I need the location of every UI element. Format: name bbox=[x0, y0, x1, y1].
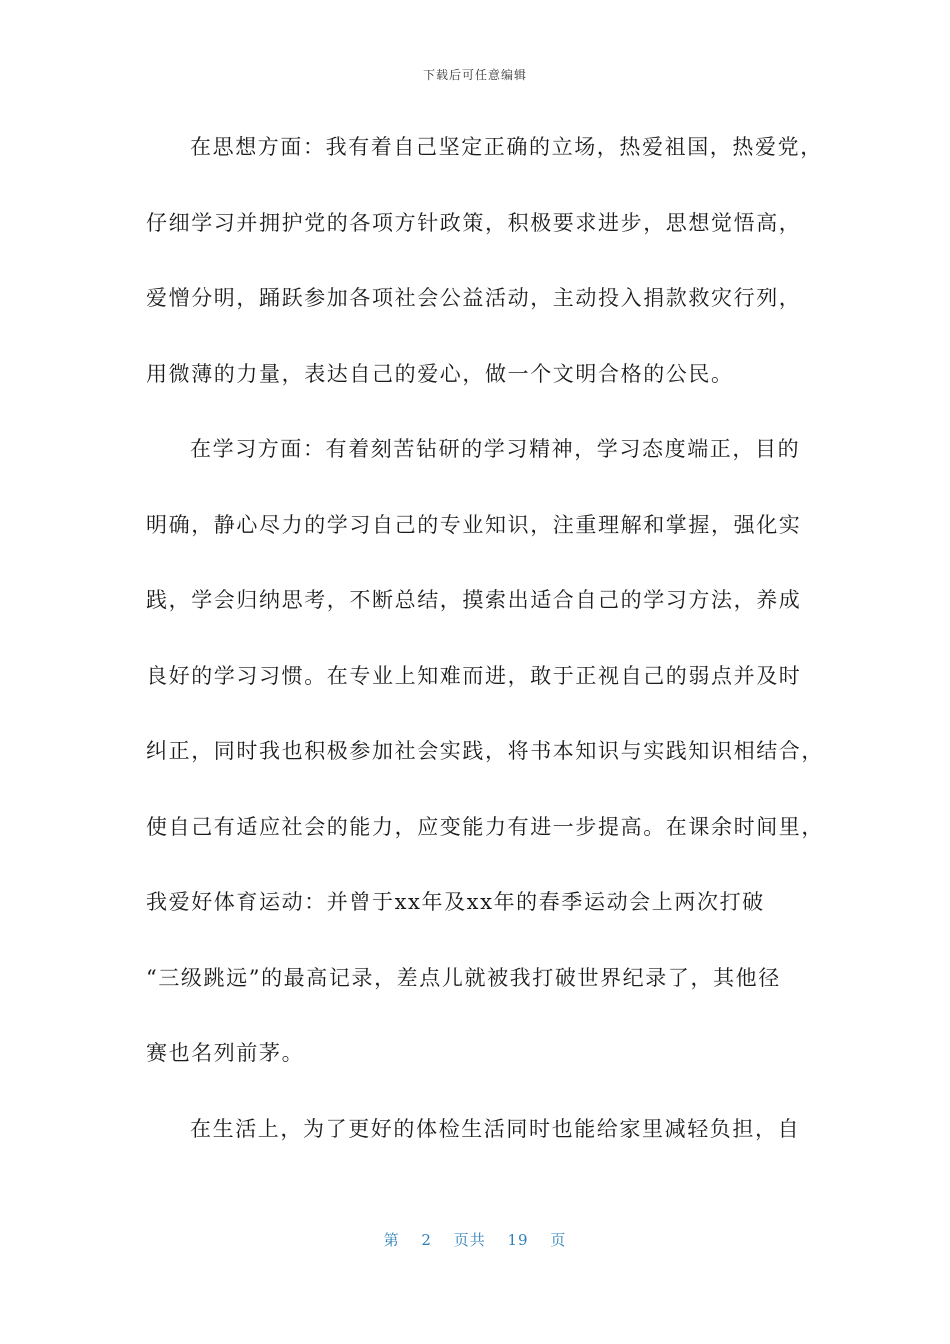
footer-label-prefix: 第 bbox=[383, 1231, 400, 1249]
footer-label-mid: 页共 bbox=[453, 1231, 486, 1249]
paragraph-2-line-2: 明确，静心尽力的学习自己的专业知识，注重理解和掌握，强化实 bbox=[146, 512, 802, 537]
paragraph-2-line-9: 赛也名列前茅。 bbox=[146, 1041, 305, 1065]
paragraph-2-line-1: 在学习方面：有着刻苦钻研的学习精神，学习态度端正，目的 bbox=[190, 437, 801, 461]
paragraph-1-line-3: 爱憎分明，踊跃参加各项社会公益活动，主动投入捐款救灾行列， bbox=[146, 286, 802, 310]
paragraph-2-line-4: 良好的学习习惯。在专业上知难而进，敢于正视自己的弱点并及时 bbox=[146, 663, 802, 688]
footer-label-suffix: 页 bbox=[550, 1231, 567, 1249]
paragraph-2-line-5: 纠正，同时我也积极参加社会实践，将书本知识与实践知识相结合， bbox=[146, 739, 824, 763]
paragraph-1-line-4: 用微薄的力量，表达自己的爱心，做一个文明合格的公民。 bbox=[146, 361, 734, 386]
paragraph-1-line-1: 在思想方面：我有着自己坚定正确的立场，热爱祖国，热爱党， bbox=[190, 135, 823, 159]
paragraph-2-line-8: “三级跳远”的最高记录，差点儿就被我打破世界纪录了，其他径 bbox=[146, 965, 781, 990]
page-footer bbox=[0, 1229, 950, 1250]
footer-page-number: 2 bbox=[421, 1231, 432, 1249]
paragraph-2-line-6: 使自己有适应社会的能力，应变能力有进一步提高。在课余时间里， bbox=[146, 814, 824, 839]
paragraph-2-line-7: 我爱好体育运动：并曾于xx年及xx年的春季运动会上两次打破 bbox=[146, 890, 765, 914]
document-body bbox=[146, 126, 824, 1183]
page-header: 下载后可任意编辑 bbox=[422, 68, 527, 82]
footer-total-pages: 19 bbox=[507, 1231, 529, 1249]
paragraph-1-line-2: 仔细学习并拥护党的各项方针政策，积极要求进步，思想觉悟高， bbox=[146, 210, 802, 235]
paragraph-2-line-3: 践，学会归纳思考，不断总结，摸索出适合自己的学习方法，养成 bbox=[146, 588, 802, 612]
paragraph-3-line-1: 在生活上，为了更好的体检生活同时也能给家里减轻负担，自 bbox=[190, 1116, 801, 1141]
